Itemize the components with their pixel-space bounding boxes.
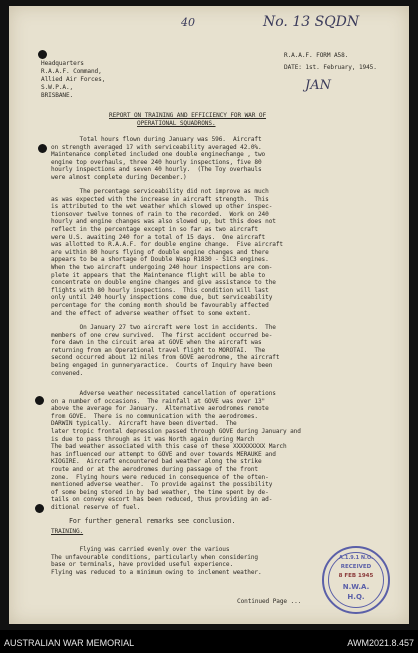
text-line: tails on convey escort has been reduced, thus providing an ad- (51, 496, 273, 504)
text-line: is attributed to the wet weather which slowed up other inspec- (51, 203, 273, 211)
paragraph (51, 188, 381, 317)
text-line: fore dawn in the circuit area at GOVE when the aircraft was (51, 339, 262, 347)
text-line: second occurred about 12 miles from GOVE aerodrome, the aircraft (51, 354, 280, 362)
text-line: were almost complete during December.) (51, 173, 187, 181)
text-line: Maintenance completed included one double enginechange , two (51, 151, 266, 159)
footer-source: AUSTRALIAN WAR MEMORIAL (4, 638, 135, 648)
text-line: of some being stored in by bad weather, the time spent by de- (51, 488, 269, 496)
text-line: later tropic frontal depression passed through GOVE during January and (51, 427, 301, 435)
date-line: DATE: 1st. February, 1945. (284, 64, 377, 71)
hq-line: Headquarters (41, 60, 84, 67)
text-line: hourly and engine changes was also slowed up, but this does not (51, 218, 276, 226)
stamp-org: N.W.A. (342, 583, 370, 591)
handwritten-month: JAN (305, 78, 331, 93)
handwritten-ref: 40 (181, 16, 195, 29)
text-line: on a number of occasions. The rainfall at GOVE was over 13" (51, 397, 266, 405)
hq-line: BRISBANE. (41, 92, 74, 99)
handwritten-unit: No. 13 SQDN (263, 14, 360, 30)
text-line: concentrate on double engine changes and give assistance to the (51, 279, 276, 287)
text-line: above the average for January. Alternative aerodromes remote (51, 405, 269, 413)
text-line: convened. (51, 369, 84, 377)
paragraph (51, 324, 381, 377)
text-line: zone. Flying hours were reduced in consequence of the often- (51, 473, 269, 481)
text-line: Total hours flown during January was 596. Aircraft (51, 136, 262, 143)
report-title: REPORT ON TRAINING AND EFFICIENCY FOR WAR OF (109, 112, 267, 119)
text-line: were U.S. awaiting 240 for a total of 15 days. One aircraft (51, 233, 266, 241)
text-line: Flying was carried evenly over the various (51, 546, 230, 553)
text-line: being engaged in gunneryaractice. Courts of Inquiry have been (51, 361, 273, 369)
text-line: Flying was reduced to a minimum owing to inclement weather. (51, 568, 262, 576)
hq-line: Allied Air Forces, (41, 76, 106, 83)
text-line: engine top overhauls, three 240 hourly inspections, five 80 (51, 158, 262, 166)
archive-footer (0, 630, 418, 653)
text-line: The bad weather associated with this case of these XXXXXXXXX March (51, 443, 287, 451)
hq-line: R.A.A.F. Command, (41, 68, 102, 75)
received-stamp (322, 546, 390, 614)
text-line: flights with 80 hourly inspections. This condition will last (51, 286, 269, 294)
punch-hole (38, 50, 47, 59)
stamp-org: H.Q. (347, 593, 365, 601)
text-line: from GOVE. There is no communication with the aerodromes. (51, 412, 258, 420)
text-line: KIOGIRE. Aircraft encountered bad weather along the strike (51, 458, 262, 466)
continued-note: Continued Page ... (237, 598, 302, 605)
text-line: percentage for the coming month should be favourably affected (51, 301, 269, 309)
text-line: plete it appears that the Maintenance flight will be able to (51, 271, 266, 279)
form-label: R.A.A.F. FORM A58. (284, 52, 349, 59)
stamp-date: 8 FEB 1945 (338, 573, 374, 579)
text-line: On January 27 two aircraft were lost in accidents. The (51, 324, 276, 331)
hq-line: S.W.P.A., (41, 84, 74, 91)
punch-hole (35, 504, 44, 513)
paragraph (51, 546, 321, 576)
report-title: OPERATIONAL SQUADRONS. (137, 120, 216, 127)
text-line: is due to pass through as it was North again during March (51, 435, 255, 443)
text-line: hourly inspections and seven 40 hourly. (The Toy overhauls (51, 166, 262, 174)
text-line: on strength averaged 17 with serviceability averaged 42.0%. (51, 143, 262, 151)
text-line: DARWIN typically. Aircraft have been diverted. The (51, 420, 237, 428)
text-line: base or terminals, have provided useful experience. (51, 561, 234, 569)
punch-hole (35, 396, 44, 405)
text-line: route and or at the aerodromes during passage of the front (51, 465, 258, 473)
text-line: When the two aircraft undergoing 240 hour inspections are com- (51, 263, 273, 271)
text-line: tionsover twelve tonnes of rain to the recorded. Work on 240 (51, 210, 269, 218)
document-page (9, 6, 409, 624)
stamp-received: RECEIVED (340, 564, 372, 570)
text-line: The percentage serviceability did not improve as much (51, 188, 269, 195)
text-line: appears to be a shortage of Double Wasp R1830 - S1C3 engines. (51, 256, 269, 264)
text-line: reflect in the percentage except in so far as two aircraft (51, 225, 258, 233)
text-line: ditional reserve of fuel. (51, 503, 141, 511)
text-line: and the effect of adverse weather offset to some extent. (51, 309, 251, 317)
further-remarks: For further general remarks see conclusion. (69, 517, 236, 525)
training-heading: TRAINING. (51, 528, 84, 535)
text-line: The unfavourable conditions, particularly when considering (51, 553, 258, 561)
text-line: members of one crew survived. The first accident occurred be- (51, 331, 273, 339)
text-line: Adverse weather necessitated cancellation of operations (51, 390, 276, 397)
text-line: returning from an Operational travel flight to MOROTAI. The (51, 346, 266, 354)
text-line: as was expected with the increase in aircraft strength. This (51, 195, 269, 203)
text-line: has influenced our attempt to GOVE and over towards MERAUKE and (51, 450, 276, 458)
text-line: only until 240 hourly inspections come due, but serviceability (51, 294, 273, 302)
stamp-top: A.1.9.1 N.O. (339, 555, 373, 561)
paragraph (51, 136, 381, 182)
punch-hole (38, 144, 47, 153)
footer-accession: AWM2021.8.457 (347, 638, 414, 648)
text-line: was allotted to R.A.A.F. for double engine change. Five aircraft (51, 241, 283, 249)
text-line: mentioned adverse weather. To provide against the possibility (51, 481, 273, 489)
paragraph (51, 390, 381, 512)
text-line: are within 80 hours flying of double engine changes and there (51, 248, 269, 256)
